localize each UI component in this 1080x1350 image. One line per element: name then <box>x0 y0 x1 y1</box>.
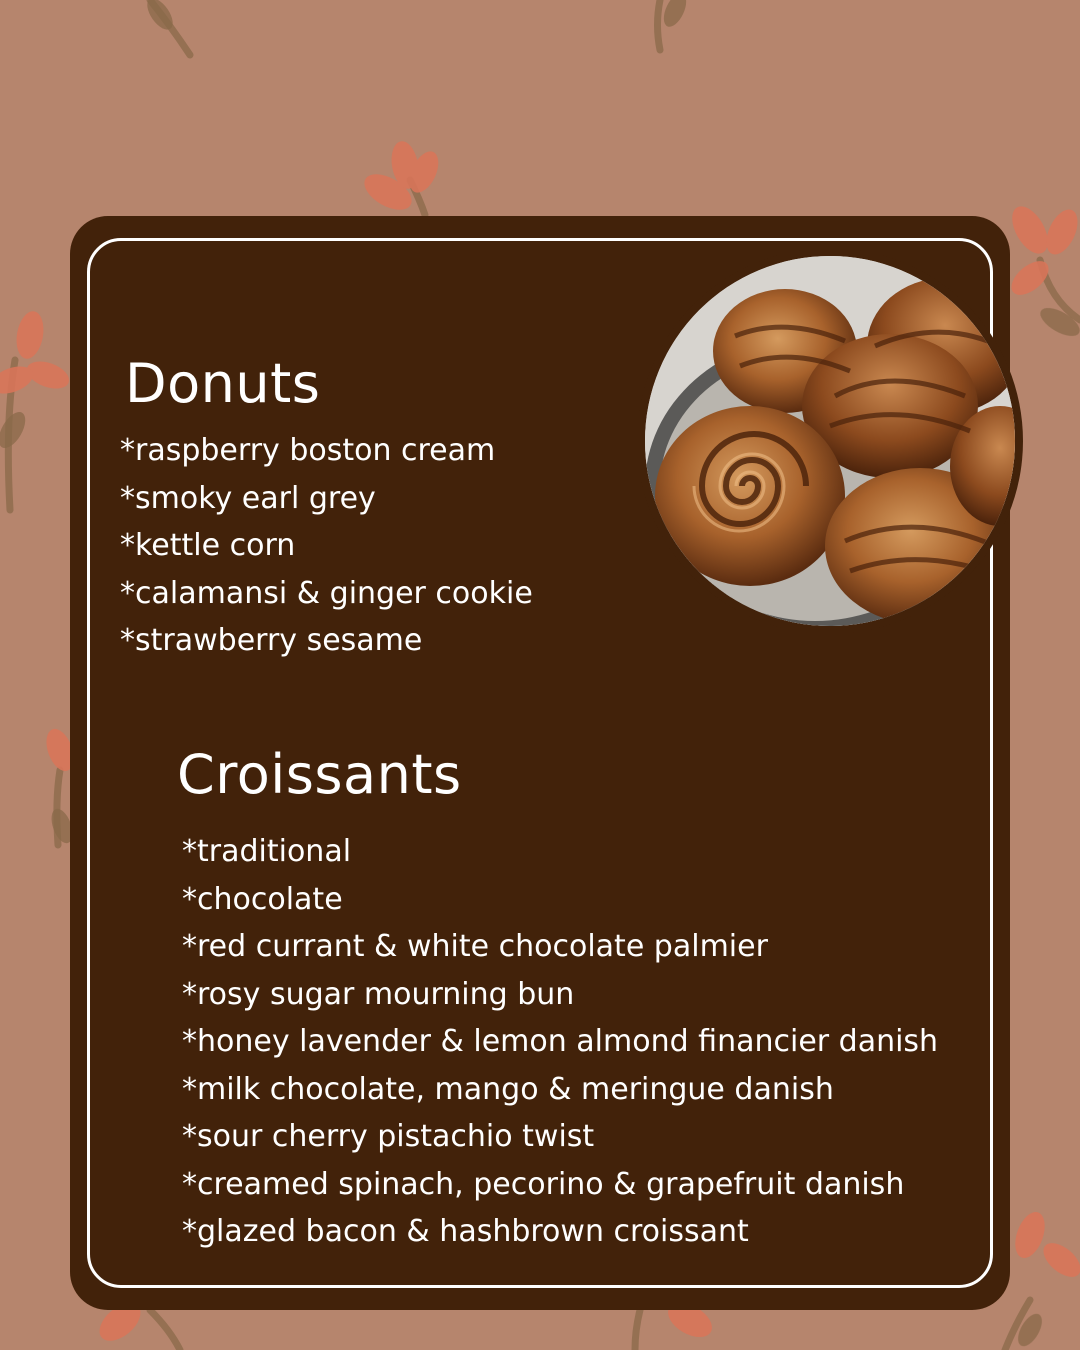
list-item: *red currant & white chocolate palmier <box>182 929 768 964</box>
pastry-swirl-icon <box>645 256 1015 626</box>
croissants-list <box>182 828 938 1256</box>
donuts-list <box>120 427 533 665</box>
croissants-title: Croissants <box>177 743 462 806</box>
list-item: *sour cherry pistachio twist <box>182 1119 595 1154</box>
list-item: *glazed bacon & hashbrown croissant <box>182 1214 749 1249</box>
list-item: *rosy sugar mourning bun <box>182 976 575 1012</box>
list-item: *raspberry boston cream <box>120 433 496 468</box>
pastry-photo <box>645 256 1015 626</box>
list-item: *strawberry sesame <box>120 623 423 658</box>
list-item: *traditional <box>182 834 352 869</box>
list-item: *calamansi & ginger cookie <box>120 575 533 611</box>
list-item: *creamed spinach, pecorino & grapefruit danish <box>182 1166 905 1202</box>
list-item: *chocolate <box>182 881 343 917</box>
list-item: *kettle corn <box>120 528 296 563</box>
list-item: *milk chocolate, mango & meringue danish <box>182 1071 834 1107</box>
list-item: *smoky earl grey <box>120 480 376 516</box>
list-item: *honey lavender & lemon almond financier danish <box>182 1024 939 1059</box>
donuts-title: Donuts <box>125 352 321 415</box>
